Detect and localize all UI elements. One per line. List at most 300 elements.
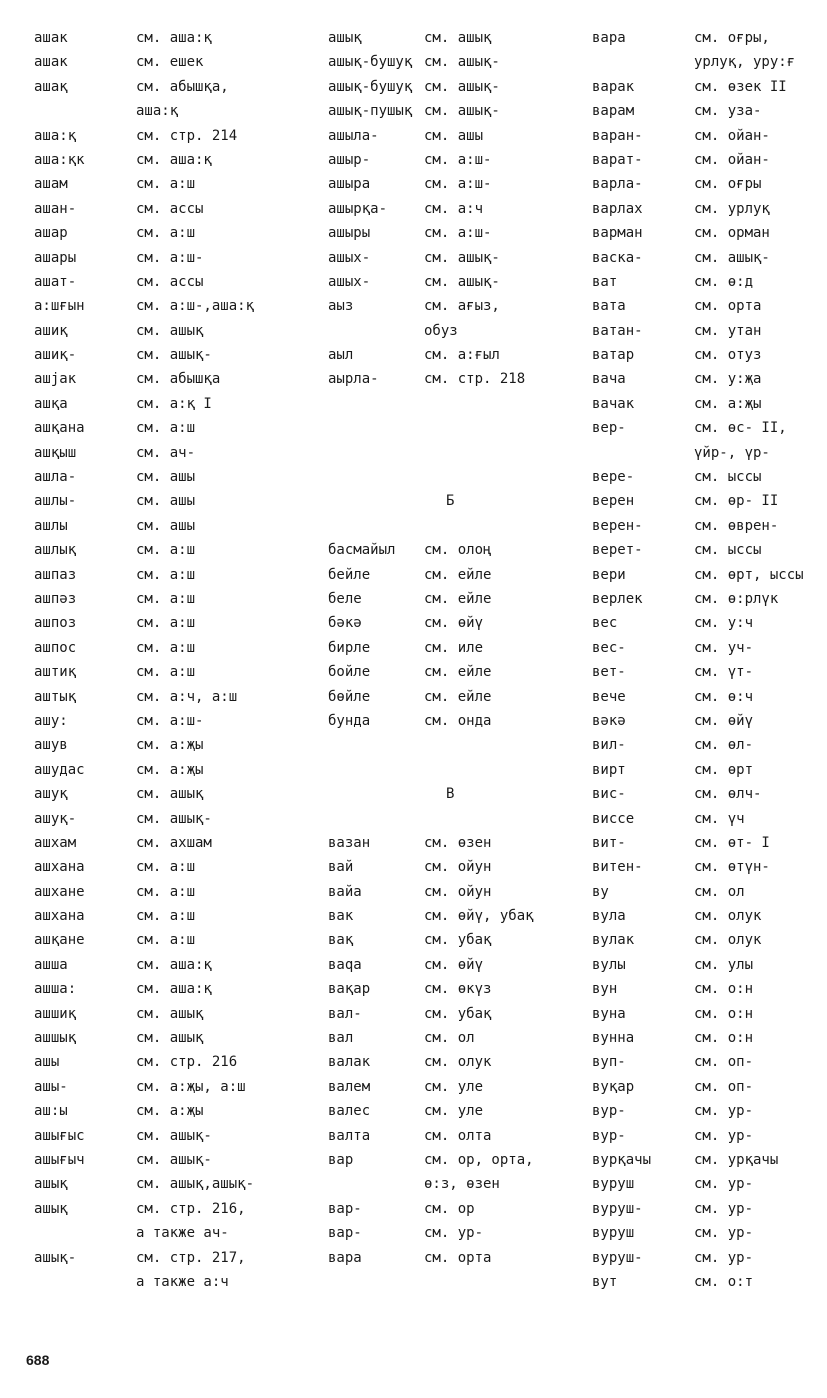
cross-reference: а также а:ч (136, 1273, 229, 1290)
cross-reference: см. утан (694, 322, 762, 339)
dictionary-entry (34, 221, 254, 245)
cross-reference: см. ашық (136, 786, 204, 803)
cross-reference: см. оп- (694, 1054, 754, 1071)
headword: ашак (34, 54, 68, 71)
headword: аштық (34, 688, 77, 705)
headword: басмайыл (328, 542, 396, 559)
headword: вуп- (592, 1054, 626, 1071)
dictionary-entry (592, 75, 804, 99)
dictionary-entry (592, 807, 804, 831)
headword: ашар (34, 225, 68, 242)
cross-reference: см. а:ғыл (424, 347, 500, 364)
cross-reference: см. а:ш (136, 542, 196, 559)
headword: ашша: (34, 981, 77, 998)
cross-reference: см. ойун (424, 859, 492, 876)
cross-reference: см. а:ш (136, 932, 196, 949)
cross-reference: см. өлч- (694, 786, 762, 803)
cross-reference: см. а:җы, а:ш (136, 1078, 246, 1095)
cross-reference: см. а:ш- (424, 151, 492, 168)
cross-reference: см. ағыз, (424, 298, 500, 315)
cross-reference: см. ашы (136, 517, 196, 534)
cross-reference: см. о:т (694, 1273, 754, 1290)
cross-reference: см. а:ш-,аша:қ (136, 298, 255, 315)
dictionary-entry (328, 1197, 534, 1221)
dictionary-entry (34, 1197, 254, 1221)
cross-reference: см. стр. 218 (424, 371, 526, 388)
headword: ашлы (34, 517, 68, 534)
dictionary-entry (328, 611, 534, 635)
dictionary-entry (328, 1124, 534, 1148)
headword: варлах (592, 200, 643, 217)
headword: валак (328, 1054, 371, 1071)
headword: ашыла- (328, 127, 379, 144)
section-b (328, 538, 534, 733)
dictionary-entry (328, 367, 534, 391)
dictionary-entry (34, 99, 254, 123)
dictionary-entry (592, 538, 804, 562)
cross-reference: см. ахшам (136, 834, 212, 851)
dictionary-entry (592, 148, 804, 172)
headword: ашық (34, 1200, 68, 1217)
dictionary-entry (328, 1075, 534, 1099)
cross-reference: см. уле (424, 1078, 484, 1095)
cross-reference: см. убақ (424, 932, 492, 949)
dictionary-entry (328, 1221, 534, 1245)
headword: ашлы- (34, 493, 77, 510)
cross-reference: см. өр- II (694, 493, 779, 510)
headword: вақар (328, 981, 371, 998)
headword: ашшиқ (34, 1005, 77, 1022)
cross-reference: см. ыссы (694, 542, 762, 559)
headword: аш:ы (34, 1103, 68, 1120)
cross-reference: см. өзек II (694, 78, 787, 95)
cross-reference: см. стр. 216 (136, 1054, 238, 1071)
cross-reference: см. а:җы (136, 761, 204, 778)
cross-reference: см. урқачы (694, 1151, 779, 1168)
headword: варат- (592, 151, 643, 168)
headword: вут (592, 1273, 618, 1290)
headword: вақ (328, 932, 354, 949)
headword: ву (592, 883, 609, 900)
cross-reference: см. а:ш (136, 566, 196, 583)
dictionary-entry (328, 953, 534, 977)
headword: аыл (328, 347, 354, 364)
headword: вит- (592, 834, 626, 851)
dictionary-entry (592, 172, 804, 196)
headword: ашых- (328, 249, 371, 266)
dictionary-entry (328, 709, 534, 733)
headword: варман (592, 225, 643, 242)
dictionary-entry (592, 685, 804, 709)
headword: вуруш- (592, 1200, 643, 1217)
headword: ашыр- (328, 151, 371, 168)
cross-reference: см. а:җы (136, 1103, 204, 1120)
headword: вак (328, 908, 354, 925)
headword: бейле (328, 566, 371, 583)
headword: вар (328, 1151, 354, 1168)
dictionary-entry (592, 660, 804, 684)
cross-reference: см. ашық- (136, 810, 212, 827)
cross-reference: см. а:ш (136, 225, 196, 242)
cross-reference: см. о:н (694, 1005, 754, 1022)
headword: вәкә (592, 712, 626, 729)
dictionary-entry (592, 733, 804, 757)
dictionary-entry (328, 50, 534, 74)
dictionary-entry (592, 709, 804, 733)
dictionary-entry (34, 636, 254, 660)
cross-reference: см. аша:қ (136, 151, 212, 168)
dictionary-entry (34, 246, 254, 270)
cross-reference: аша:қ (136, 103, 179, 120)
cross-reference: см. олта (424, 1127, 492, 1144)
headword: ашқыш (34, 444, 77, 461)
cross-reference: см. ашық,ашық- (136, 1176, 255, 1193)
dictionary-entry (34, 538, 254, 562)
headword: ашық (34, 1176, 68, 1193)
cross-reference: см. ашық- (424, 273, 500, 290)
dictionary-entry (592, 465, 804, 489)
headword: беле (328, 590, 362, 607)
dictionary-entry (34, 1172, 254, 1196)
cross-reference: см. ашық- (694, 249, 770, 266)
cross-reference: см. аша:қ (136, 30, 212, 46)
column-3 (592, 26, 804, 1294)
dictionary-entry (328, 1246, 534, 1270)
dictionary-entry (328, 660, 534, 684)
cross-reference: см. стр. 216, (136, 1200, 246, 1217)
cross-reference: см. а:ш (136, 590, 196, 607)
section-header-b: Б (446, 493, 455, 510)
cross-reference: см. олоң (424, 542, 492, 559)
cross-reference: см. а:ш- (136, 712, 204, 729)
dictionary-entry (34, 1026, 254, 1050)
headword: верет- (592, 542, 643, 559)
cross-reference: см. ор, орта, (424, 1151, 534, 1168)
headword: бунда (328, 712, 371, 729)
dictionary-entry (34, 465, 254, 489)
cross-reference: см. өйү (424, 956, 484, 973)
headword: ашув (34, 737, 68, 754)
headword: ашығыс (34, 1127, 85, 1144)
headword: ашпос (34, 639, 77, 656)
cross-reference: см. ур- (424, 1225, 484, 1242)
dictionary-entry (592, 782, 804, 806)
dictionary-entry (592, 392, 804, 416)
cross-reference: см. ойун (424, 883, 492, 900)
dictionary-entry (34, 855, 254, 879)
dictionary-entry (592, 855, 804, 879)
headword: вула (592, 908, 626, 925)
cross-reference: см. убақ (424, 1005, 492, 1022)
headword: вуруш (592, 1176, 635, 1193)
dictionary-entry (34, 343, 254, 367)
cross-reference: см. ө:ч (694, 688, 754, 705)
cross-reference: см. өйү, убақ (424, 908, 534, 925)
dictionary-entry (34, 416, 254, 440)
headword: варан- (592, 127, 643, 144)
headword: вал (328, 1030, 354, 1047)
headword: вазан (328, 834, 371, 851)
dictionary-entry (34, 953, 254, 977)
cross-reference: см. а:ш- (136, 249, 204, 266)
headword: варам (592, 103, 635, 120)
headword: ашық-пушық (328, 103, 413, 120)
headword: верлек (592, 590, 643, 607)
dictionary-entry (592, 514, 804, 538)
cross-reference: см. оғры (694, 176, 762, 193)
cross-reference: см. иле (424, 639, 484, 656)
cross-reference: см. а:ш- (424, 225, 492, 242)
cross-reference: см. ыссы (694, 469, 762, 486)
dictionary-entry (592, 197, 804, 221)
dictionary-entry (592, 1246, 804, 1270)
cross-reference: см. ашы (136, 493, 196, 510)
dictionary-entry (328, 1172, 534, 1196)
dictionary-entry (34, 977, 254, 1001)
cross-reference: урлуқ, уру:ғ (694, 54, 796, 71)
headword: а:шғын (34, 298, 85, 315)
headword: ашыра (328, 176, 371, 193)
cross-reference: см. а:ч, а:ш (136, 688, 238, 705)
cross-reference: см. ашық- (136, 347, 212, 364)
cross-reference: см. ур- (694, 1103, 754, 1120)
headword: верен (592, 493, 635, 510)
headword: вайа (328, 883, 362, 900)
cross-reference: см. ө:рлүк (694, 590, 779, 607)
dictionary-entry (328, 928, 534, 952)
dictionary-entry (592, 758, 804, 782)
headword: ашпәз (34, 590, 77, 607)
section-v (328, 831, 534, 1270)
dictionary-entry (328, 685, 534, 709)
cross-reference: см. а:ш (136, 859, 196, 876)
dictionary-entry (592, 1197, 804, 1221)
headword: ашых- (328, 273, 371, 290)
dictionary-entry (34, 441, 254, 465)
page-number: 688 (26, 1352, 50, 1368)
cross-reference: см. уч- (694, 639, 754, 656)
cross-reference: см. а:қ I (136, 395, 212, 412)
headword: аырла- (328, 371, 379, 388)
dictionary-entry (34, 611, 254, 635)
cross-reference: см. а:ш (136, 883, 196, 900)
dictionary-entry (328, 26, 534, 50)
headword: аштиқ (34, 664, 77, 681)
headword: ашпоз (34, 615, 77, 632)
headword: вар- (328, 1225, 362, 1242)
headword: ашық-бушуқ (328, 78, 413, 95)
cross-reference: см. ур- (694, 1176, 754, 1193)
cross-reference: см. үт- (694, 664, 754, 681)
cross-reference: см. уле (424, 1103, 484, 1120)
cross-reference: см. орта (694, 298, 762, 315)
cross-reference: см. өтүн- (694, 859, 770, 876)
dictionary-entry (592, 880, 804, 904)
dictionary-entry (34, 758, 254, 782)
headword: ашқа (34, 395, 68, 412)
dictionary-entry (592, 831, 804, 855)
dictionary-entry (328, 99, 534, 123)
headword: аша:қ (34, 127, 77, 144)
cross-reference: см. ойан- (694, 151, 770, 168)
dictionary-entry (34, 807, 254, 831)
cross-reference: см. ейле (424, 688, 492, 705)
cross-reference: см. о:н (694, 1030, 754, 1047)
dictionary-entry (328, 294, 534, 318)
headword: ашат- (34, 273, 77, 290)
cross-reference: см. а:җы (694, 395, 762, 412)
headword: вече (592, 688, 626, 705)
dictionary-entry (328, 1002, 534, 1026)
headword: вес- (592, 639, 626, 656)
headword: вур- (592, 1127, 626, 1144)
dictionary-entry (34, 319, 254, 343)
dictionary-entry (34, 26, 254, 50)
dictionary-entry (592, 489, 804, 513)
cross-reference: см. ашық (424, 30, 492, 46)
headword: ашлық (34, 542, 77, 559)
cross-reference: см. өврен- (694, 517, 779, 534)
cross-reference: см. ейле (424, 566, 492, 583)
cross-reference: ө:з, өзен (424, 1176, 500, 1193)
dictionary-entry (328, 977, 534, 1001)
dictionary-entry (34, 733, 254, 757)
dictionary-entry (34, 1270, 254, 1294)
headword: вуруш- (592, 1249, 643, 1266)
headword: вача (592, 371, 626, 388)
cross-reference: см. а:ш (136, 615, 196, 632)
dictionary-entry (34, 75, 254, 99)
dictionary-entry (592, 319, 804, 343)
headword: бирле (328, 639, 371, 656)
cross-reference: см. өйү (424, 615, 484, 632)
dictionary-entry (34, 1221, 254, 1245)
dictionary-entry (592, 1124, 804, 1148)
cross-reference: см. үч (694, 810, 745, 827)
dictionary-entry (34, 489, 254, 513)
cross-reference: см. өрт, ыссы (694, 566, 804, 583)
dictionary-entry (592, 367, 804, 391)
cross-reference: см. ур- (694, 1249, 754, 1266)
dictionary-entry (592, 1002, 804, 1026)
dictionary-entry (328, 221, 534, 245)
cross-reference: см. а:ш- (424, 176, 492, 193)
headword: васка- (592, 249, 643, 266)
dictionary-entry (328, 1050, 534, 1074)
dictionary-entry (34, 294, 254, 318)
cross-reference: см. абышқа, (136, 78, 229, 95)
dictionary-entry (34, 172, 254, 196)
dictionary-entry (592, 587, 804, 611)
dictionary-entry (34, 1099, 254, 1123)
headword: ашан- (34, 200, 77, 217)
headword: варла- (592, 176, 643, 193)
headword: вис- (592, 786, 626, 803)
dictionary-entry (34, 392, 254, 416)
cross-reference: см. олук (694, 908, 762, 925)
dictionary-entry (592, 563, 804, 587)
cross-reference: см. өзен (424, 834, 492, 851)
headword: ашхана (34, 859, 85, 876)
dictionary-entry (592, 294, 804, 318)
cross-reference: см. ашық- (136, 1127, 212, 1144)
headword: вере- (592, 469, 635, 486)
dictionary-entry (592, 1026, 804, 1050)
headword: вет- (592, 664, 626, 681)
cross-reference: см. онда (424, 712, 492, 729)
dictionary-entry (328, 197, 534, 221)
cross-reference: см. ейле (424, 590, 492, 607)
headword: ашjак (34, 371, 77, 388)
cross-reference: см. абышқа (136, 371, 221, 388)
headword: вунна (592, 1030, 635, 1047)
dictionary-entry (328, 538, 534, 562)
headword: ваqа (328, 956, 362, 973)
cross-reference: см. ө:д (694, 273, 754, 290)
dictionary-entry (34, 148, 254, 172)
cross-reference: см. ашық- (424, 78, 500, 95)
dictionary-entry (592, 246, 804, 270)
dictionary-entry (592, 977, 804, 1001)
headword: аыз (328, 298, 354, 315)
cross-reference: см. орта (424, 1249, 492, 1266)
dictionary-entry (34, 124, 254, 148)
cross-reference: см. ур- (694, 1200, 754, 1217)
column-1 (34, 26, 254, 1294)
headword: ашхам (34, 834, 77, 851)
headword: вур- (592, 1103, 626, 1120)
headword: витен- (592, 859, 643, 876)
dictionary-entry (34, 50, 254, 74)
dictionary-entry (592, 441, 804, 465)
headword: бәкә (328, 615, 362, 632)
dictionary-entry (592, 904, 804, 928)
headword: ашиқ (34, 322, 68, 339)
cross-reference: үйр-, үр- (694, 444, 770, 461)
headword: ашығыч (34, 1151, 85, 1168)
headword: ашақ (34, 78, 68, 95)
cross-reference: см. өрт (694, 761, 754, 778)
headword: вил- (592, 737, 626, 754)
headword: вун (592, 981, 618, 998)
headword: валес (328, 1103, 371, 1120)
headword: ват (592, 273, 618, 290)
dictionary-entry (34, 1075, 254, 1099)
dictionary-entry (328, 319, 534, 343)
headword: вал- (328, 1005, 362, 1022)
dictionary-entry (34, 904, 254, 928)
cross-reference: см. ол (694, 883, 745, 900)
headword: ашары (34, 249, 77, 266)
cross-reference: см. уза- (694, 103, 762, 120)
dictionary-entry (34, 1124, 254, 1148)
dictionary-entry (328, 148, 534, 172)
dictionary-entry (328, 1099, 534, 1123)
cross-reference: см. у:җа (694, 371, 762, 388)
dictionary-entry (328, 1026, 534, 1050)
dictionary-entry (34, 1002, 254, 1026)
dictionary-entry (34, 709, 254, 733)
dictionary-entry (34, 514, 254, 538)
headword: вирт (592, 761, 626, 778)
cross-reference: см. ашық (136, 1030, 204, 1047)
cross-reference: см. ашық- (424, 103, 500, 120)
cross-reference: см. ашық- (424, 249, 500, 266)
dictionary-entry (34, 685, 254, 709)
headword: ашла- (34, 469, 77, 486)
dictionary-entry (34, 197, 254, 221)
dictionary-entry (34, 270, 254, 294)
